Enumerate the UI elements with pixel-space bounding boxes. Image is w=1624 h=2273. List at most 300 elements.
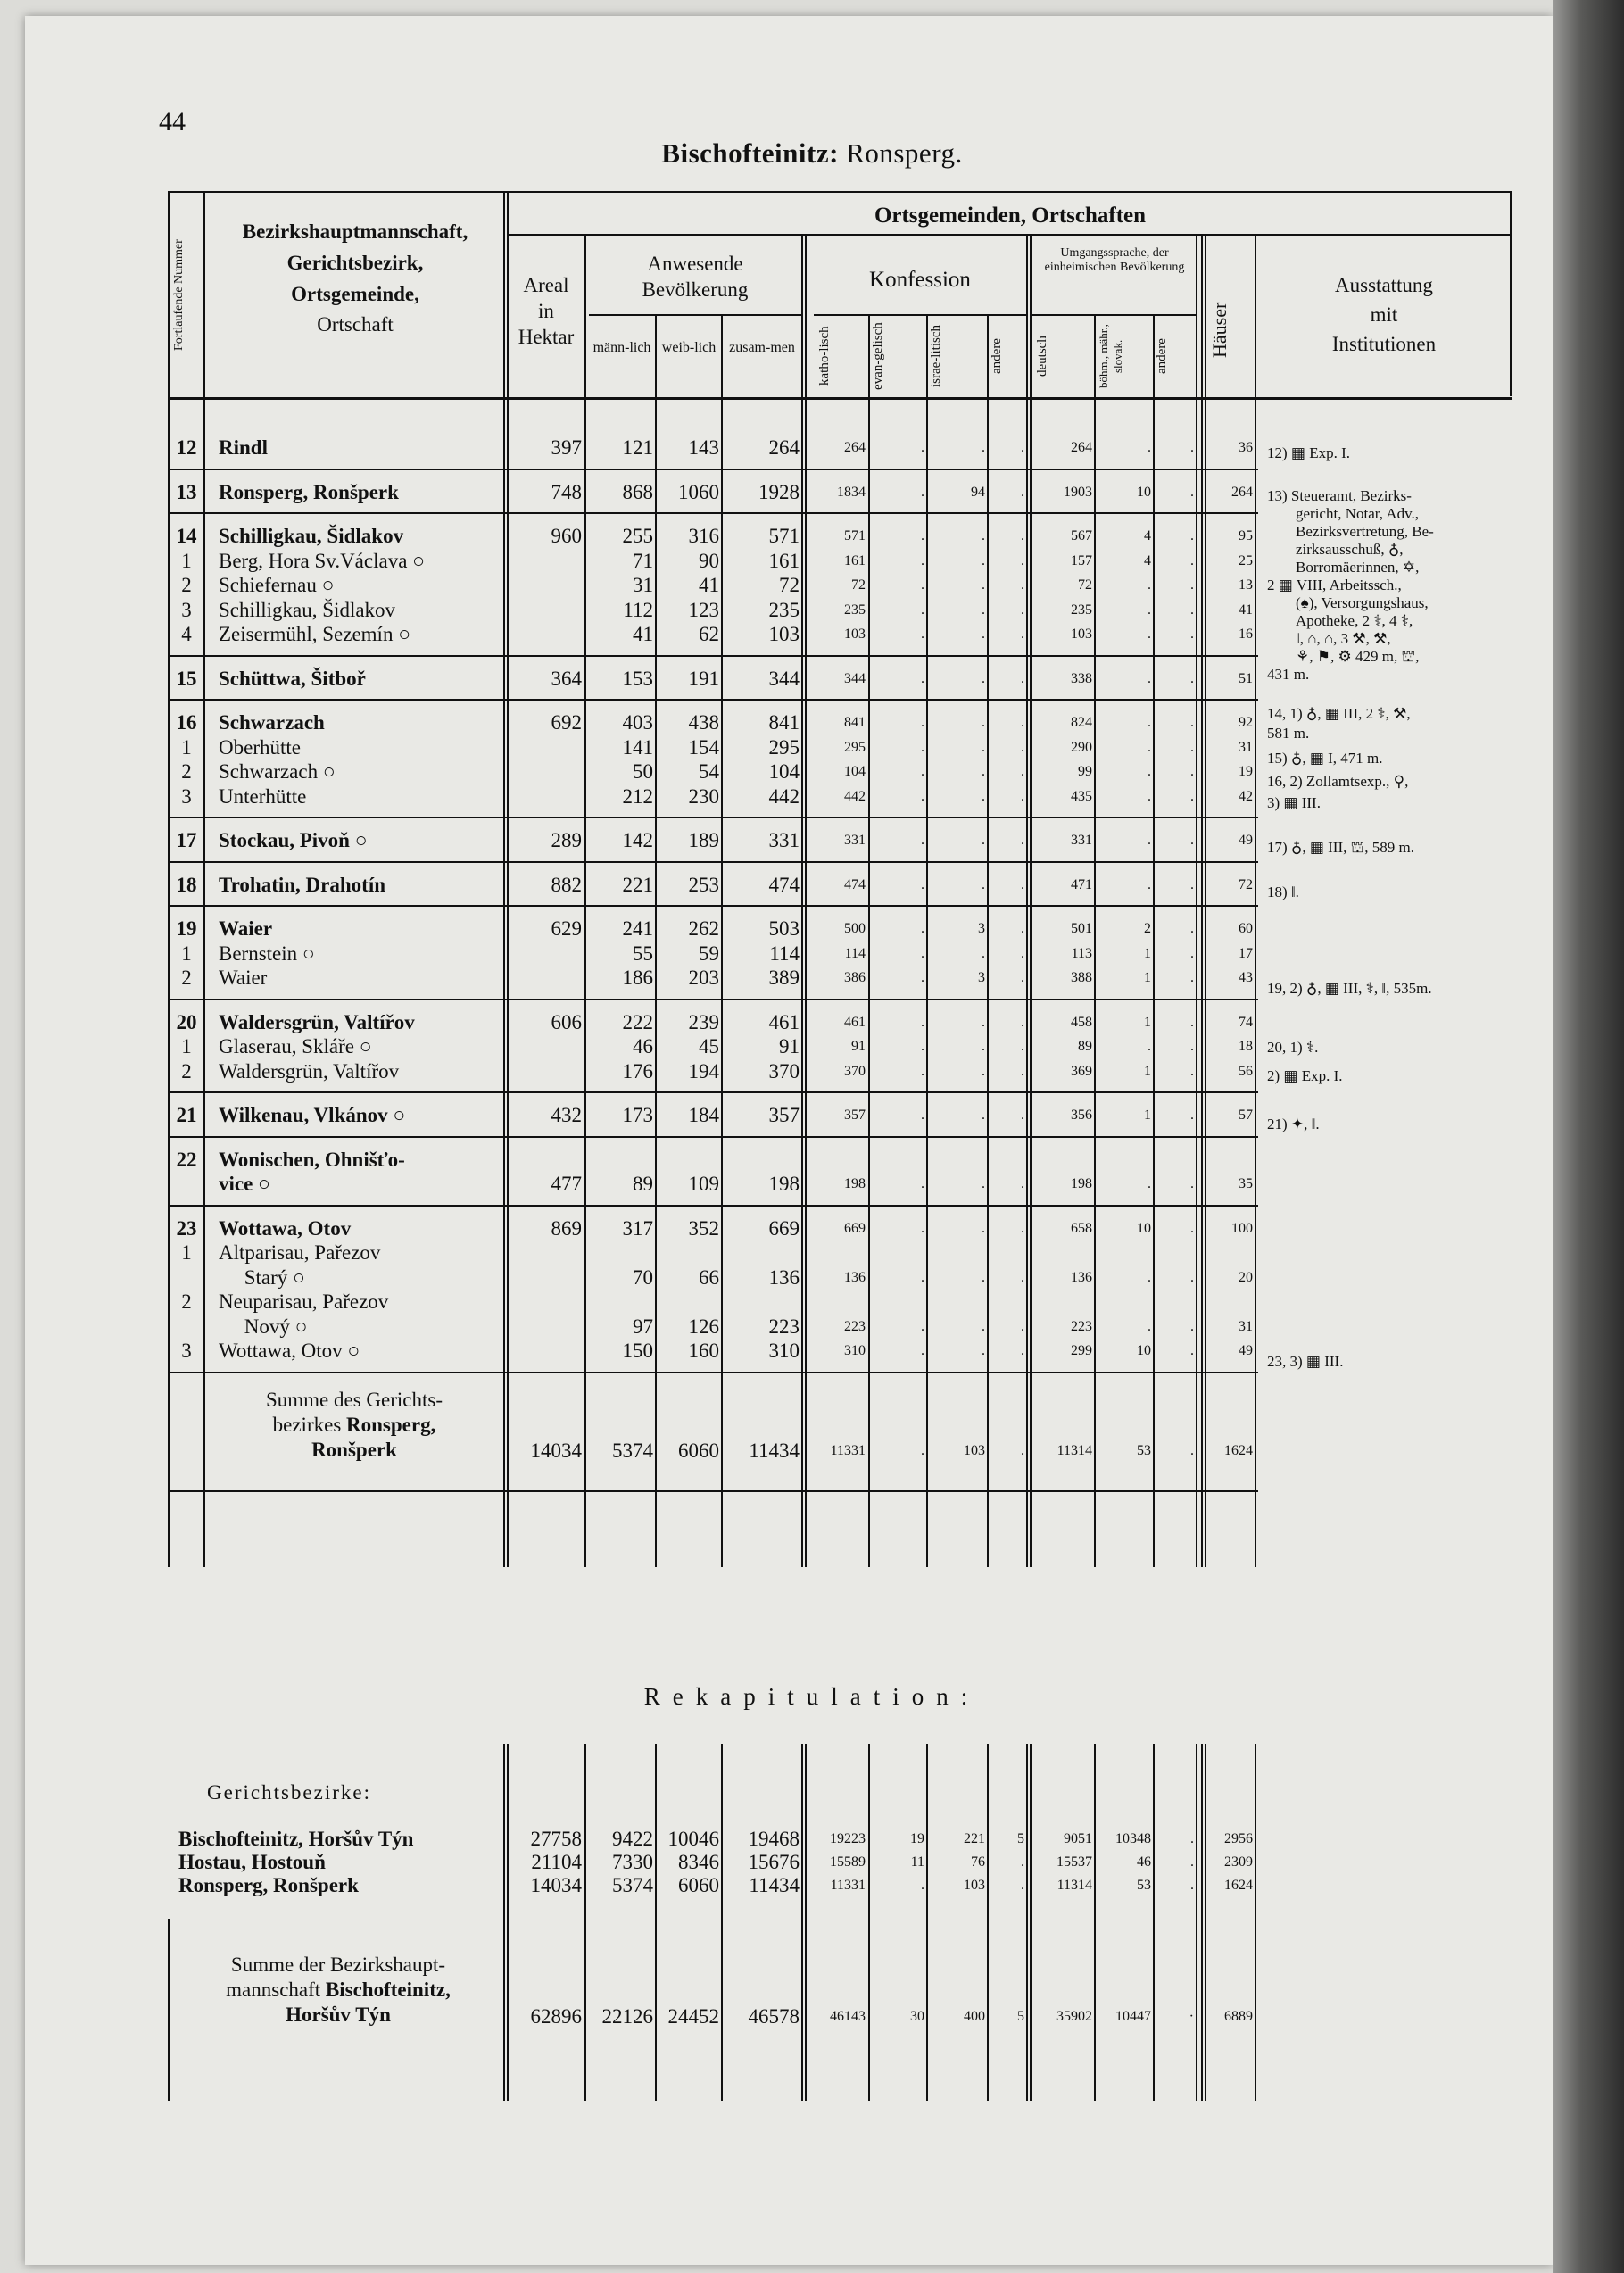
cell-m: 41 xyxy=(633,623,653,645)
cell-and xyxy=(990,1290,1024,1315)
institution-line: 431 m. xyxy=(1267,666,1310,683)
cell-ev: . xyxy=(921,626,924,642)
cell-ev: . xyxy=(921,946,924,961)
cell-areal: 882 xyxy=(551,874,582,896)
cell-deu: 356 xyxy=(1071,1107,1092,1123)
cell-and xyxy=(990,1240,1024,1265)
row-number: 2 xyxy=(181,1060,192,1083)
vline xyxy=(1153,1744,1155,2101)
table-row xyxy=(0,917,1624,942)
recap-areal: 27758 xyxy=(530,1828,582,1850)
cell-haeuser: 57 xyxy=(1239,1107,1253,1123)
cell-deu: 658 xyxy=(1071,1221,1092,1236)
cell-kath: 386 xyxy=(844,970,866,985)
group-rule xyxy=(168,1372,1258,1373)
summe-isr: 103 xyxy=(964,1443,985,1458)
cell-kath: 461 xyxy=(844,1015,866,1030)
row-number: 13 xyxy=(176,481,197,503)
cell-and2: . xyxy=(1190,1039,1194,1054)
cell-haeuser: 60 xyxy=(1239,921,1253,936)
cell-and2 xyxy=(1156,1290,1194,1315)
cell-and: . xyxy=(1021,485,1024,500)
summe-kath: 11331 xyxy=(830,1443,866,1458)
cell-ev: . xyxy=(921,970,924,985)
place-name: Altparisau, Pařezov xyxy=(219,1241,381,1264)
row-number: 20 xyxy=(176,1011,197,1033)
cell-kath: 571 xyxy=(844,528,866,543)
cell-and2: . xyxy=(1190,1221,1194,1236)
cell-m: 173 xyxy=(622,1104,653,1126)
recap-isr: 76 xyxy=(971,1854,985,1870)
cell-isr: . xyxy=(982,577,985,593)
cell-and: . xyxy=(1021,577,1024,593)
cell-z: 310 xyxy=(768,1340,800,1362)
header-evangelisch: evan-gelisch xyxy=(871,322,885,390)
cell-z: 442 xyxy=(768,785,800,808)
cell-w xyxy=(659,1290,719,1315)
institution-line: 17) ♁, ▦ III, ⛫, 589 m. xyxy=(1267,839,1414,856)
row-number: 1 xyxy=(181,550,192,572)
cell-z: 198 xyxy=(768,1173,800,1195)
vline xyxy=(801,1744,807,2101)
cell-and2: . xyxy=(1190,1270,1194,1285)
cell-deu: 331 xyxy=(1071,833,1092,848)
row-number: 23 xyxy=(176,1217,197,1240)
cell-kath: 370 xyxy=(844,1064,866,1079)
cell-m xyxy=(589,1148,653,1173)
row-number xyxy=(171,1172,202,1197)
place-name: Nový ○ xyxy=(219,1315,308,1338)
cell-haeuser: 41 xyxy=(1239,602,1253,618)
header-haeuser: Häuser xyxy=(1208,302,1230,359)
cell-isr: . xyxy=(982,833,985,848)
cell-kath: 474 xyxy=(844,877,866,892)
cell-haeuser: 92 xyxy=(1239,715,1253,730)
row-number: 1 xyxy=(181,736,192,759)
vline xyxy=(868,1744,870,2101)
summe-areal: 14034 xyxy=(530,1439,582,1462)
cell-isr: . xyxy=(982,626,985,642)
header-ausstattung-line: Ausstattung xyxy=(1335,274,1433,296)
cell-areal xyxy=(509,1265,582,1290)
cell-haeuser: 42 xyxy=(1239,789,1253,804)
place-name: Unterhütte xyxy=(219,785,307,808)
cell-haeuser: 43 xyxy=(1239,970,1253,985)
cell-and2: . xyxy=(1190,946,1194,961)
recap-summe-line xyxy=(177,1978,500,2003)
vline xyxy=(926,1744,928,2101)
cell-m xyxy=(589,1290,653,1315)
vline xyxy=(1094,1744,1096,2101)
cell-haeuser: 31 xyxy=(1239,1319,1253,1334)
summe-and2: . xyxy=(1190,1443,1194,1458)
recap-deu: 11314 xyxy=(1056,1878,1092,1893)
cell-ev: . xyxy=(921,1270,924,1285)
cell-and2: . xyxy=(1190,921,1194,936)
cell-ev: . xyxy=(921,1064,924,1079)
recap-name: Ronsperg, Ronšperk xyxy=(178,1874,359,1896)
cell-haeuser: 100 xyxy=(1231,1221,1253,1236)
cell-and2: . xyxy=(1190,970,1194,985)
row-number: 1 xyxy=(181,1241,192,1264)
cell-w: 54 xyxy=(699,760,719,783)
cell-haeuser: 51 xyxy=(1239,671,1253,686)
row-number: 1 xyxy=(181,942,192,965)
cell-isr: . xyxy=(982,528,985,543)
cell-z: 72 xyxy=(779,574,800,596)
cell-and: . xyxy=(1021,1343,1024,1358)
cell-boe: 1 xyxy=(1144,946,1151,961)
summe-m: 5374 xyxy=(612,1439,653,1462)
recap-summe-and2: · xyxy=(1189,2009,1194,2024)
header-ausstattung-line: Institutionen xyxy=(1331,332,1437,355)
cell-areal xyxy=(509,1148,582,1173)
recap-summe-text: mannschaft xyxy=(226,1979,326,2001)
header-boehm: böhm., mähr., slovak. xyxy=(1097,324,1124,388)
cell-areal: 477 xyxy=(551,1173,582,1195)
institution-line: 2 ▦ VIII, Arbeitssch., xyxy=(1267,577,1402,593)
institution-line: 581 m. xyxy=(1267,725,1310,742)
row-number: 22 xyxy=(176,1149,197,1171)
cell-and2: . xyxy=(1190,1107,1194,1123)
cell-ev: . xyxy=(921,921,924,936)
cell-areal xyxy=(509,1339,582,1364)
cell-boe: . xyxy=(1148,833,1151,848)
cell-z: 1928 xyxy=(758,481,800,503)
cell-isr: . xyxy=(982,715,985,730)
cell-m: 153 xyxy=(622,668,653,690)
recap-deu: 9051 xyxy=(1064,1831,1092,1846)
cell-and2: . xyxy=(1190,740,1194,755)
institution-line: 21) ✦, ‖. xyxy=(1267,1116,1320,1132)
cell-kath: 331 xyxy=(844,833,866,848)
group-rule xyxy=(168,1091,1258,1093)
row-number: 19 xyxy=(176,917,197,940)
vline xyxy=(1255,234,1256,1567)
cell-m: 150 xyxy=(622,1340,653,1362)
cell-w: 160 xyxy=(688,1340,719,1362)
cell-z: 136 xyxy=(768,1266,800,1289)
place-name: Waier xyxy=(219,966,268,989)
header-katholisch: katho-lisch xyxy=(817,326,832,386)
summe-label-text: bezirkes xyxy=(272,1414,347,1436)
cell-boe: . xyxy=(1148,1039,1151,1054)
cell-z: 389 xyxy=(768,966,800,989)
cell-deu: 471 xyxy=(1071,877,1092,892)
cell-boe: 1 xyxy=(1144,1107,1151,1123)
cell-kath: 223 xyxy=(844,1319,866,1334)
cell-m: 31 xyxy=(633,574,653,596)
place-name: vice ○ xyxy=(219,1173,270,1195)
cell-and2: . xyxy=(1190,440,1194,455)
cell-kath xyxy=(814,1148,866,1173)
cell-kath: 136 xyxy=(844,1270,866,1285)
cell-kath: 295 xyxy=(844,740,866,755)
cell-ev: . xyxy=(921,485,924,500)
cell-m: 222 xyxy=(622,1011,653,1033)
cell-m: 97 xyxy=(633,1315,653,1338)
cell-kath: 91 xyxy=(851,1039,866,1054)
cell-w: 41 xyxy=(699,574,719,596)
group-rule xyxy=(168,817,1258,818)
cell-m: 142 xyxy=(622,829,653,851)
cell-and2: . xyxy=(1190,602,1194,618)
place-name: Trohatin, Drahotín xyxy=(219,874,386,896)
cell-kath: 500 xyxy=(844,921,866,936)
cell-isr: . xyxy=(982,1221,985,1236)
cell-boe: 1 xyxy=(1144,970,1151,985)
cell-deu: 824 xyxy=(1071,715,1092,730)
cell-ev: . xyxy=(921,1343,924,1358)
cell-areal xyxy=(509,735,582,760)
header-ausstattung-line: mit xyxy=(1370,303,1398,326)
recap-and: . xyxy=(1021,1878,1024,1893)
cell-m: 121 xyxy=(622,436,653,459)
cell-and2 xyxy=(1156,1240,1194,1265)
cell-ev: . xyxy=(921,833,924,848)
group-rule xyxy=(168,699,1258,701)
cell-ev: . xyxy=(921,1107,924,1123)
header-bottom-rule xyxy=(168,397,1512,400)
recap-summe-ev: 30 xyxy=(910,2009,924,2024)
cell-m: 176 xyxy=(622,1060,653,1083)
cell-ev: . xyxy=(921,715,924,730)
place-name: Wilkenau, Vlkánov ○ xyxy=(219,1104,406,1126)
cell-m xyxy=(589,1240,653,1265)
cell-haeuser: 18 xyxy=(1239,1039,1253,1054)
group-rule xyxy=(168,861,1258,863)
cell-and: . xyxy=(1021,877,1024,892)
cell-areal xyxy=(509,1315,582,1340)
cell-haeuser: 264 xyxy=(1231,485,1253,500)
recap-m: 7330 xyxy=(612,1851,653,1873)
cell-haeuser: 19 xyxy=(1239,764,1253,779)
header-bezirk-line: Ortsgemeinde, xyxy=(291,282,419,305)
header-andere: andere xyxy=(990,338,1004,374)
group-rule xyxy=(168,512,1258,514)
cell-areal xyxy=(509,1290,582,1315)
cell-kath: 669 xyxy=(844,1221,866,1236)
header-fortlaufende: Fortlaufende Nummer xyxy=(172,239,186,352)
institution-line: 12) ▦ Exp. I. xyxy=(1267,444,1351,461)
cell-w: 126 xyxy=(688,1315,719,1338)
cell-deu: 99 xyxy=(1078,764,1092,779)
recap-m: 5374 xyxy=(612,1874,653,1896)
cell-deu: 338 xyxy=(1071,671,1092,686)
cell-ev: . xyxy=(921,528,924,543)
cell-isr: . xyxy=(982,740,985,755)
row-number: 2 xyxy=(181,760,192,783)
recap-isr: 221 xyxy=(964,1831,985,1846)
recap-row xyxy=(0,1827,1624,1852)
recap-summe-deu: 35902 xyxy=(1056,2009,1092,2024)
cell-w: 1060 xyxy=(678,481,719,503)
cell-kath: 104 xyxy=(844,764,866,779)
cell-ev: . xyxy=(921,789,924,804)
institution-line: gericht, Notar, Adv., xyxy=(1296,505,1419,522)
cell-boe: . xyxy=(1148,1319,1151,1334)
cell-haeuser xyxy=(1206,1148,1253,1173)
cell-deu: 369 xyxy=(1071,1064,1092,1079)
row-number: 3 xyxy=(181,1340,192,1362)
cell-ev: . xyxy=(921,1176,924,1191)
cell-m: 50 xyxy=(633,760,653,783)
cell-z: 669 xyxy=(768,1217,800,1240)
summe-label-line: Summe des Gerichts- xyxy=(265,1389,443,1411)
row-number: 4 xyxy=(181,623,192,645)
cell-and2: . xyxy=(1190,1319,1194,1334)
cell-z: 841 xyxy=(768,711,800,734)
cell-boe xyxy=(1098,1290,1151,1315)
cell-ev: . xyxy=(921,764,924,779)
group-rule xyxy=(168,655,1258,657)
header-zusammen: zusam-men xyxy=(729,340,795,355)
cell-w xyxy=(659,1148,719,1173)
cell-and: . xyxy=(1021,626,1024,642)
group-rule xyxy=(168,905,1258,907)
ortsgemeinden-rule xyxy=(509,234,1512,236)
cell-boe: . xyxy=(1148,602,1151,618)
cell-isr: . xyxy=(982,553,985,568)
cell-m: 71 xyxy=(633,550,653,572)
recap-w: 6060 xyxy=(678,1874,719,1896)
recap-kath: 19223 xyxy=(830,1831,866,1846)
place-name: Rindl xyxy=(219,436,268,459)
cell-deu: 89 xyxy=(1078,1039,1092,1054)
cell-ev: . xyxy=(921,671,924,686)
cell-deu: 136 xyxy=(1071,1270,1092,1285)
cell-z: 571 xyxy=(768,525,800,547)
cell-isr: . xyxy=(982,1343,985,1358)
row-number: 18 xyxy=(176,874,197,896)
institution-line: zirksausschuß, ♁, xyxy=(1296,541,1404,558)
cell-deu: 1903 xyxy=(1064,485,1092,500)
cell-z: 295 xyxy=(768,736,800,759)
vline xyxy=(655,1744,657,2101)
cell-m: 403 xyxy=(622,711,653,734)
cell-and: . xyxy=(1021,671,1024,686)
header-bezirk-line: Ortschaft xyxy=(317,313,394,336)
cell-deu: 290 xyxy=(1071,740,1092,755)
cell-boe: . xyxy=(1148,671,1151,686)
cell-and2: . xyxy=(1190,1015,1194,1030)
cell-areal xyxy=(509,759,582,784)
cell-isr xyxy=(930,1290,985,1315)
cell-and2: . xyxy=(1190,553,1194,568)
cell-z: 104 xyxy=(768,760,800,783)
vline xyxy=(584,234,586,1567)
cell-boe: 4 xyxy=(1144,553,1151,568)
recap-and: . xyxy=(1021,1854,1024,1870)
cell-isr: . xyxy=(982,1176,985,1191)
cell-z: 264 xyxy=(768,436,800,459)
header-umgangssprache: Umgangssprache, der einheimischen Bevölkerung xyxy=(1044,246,1185,275)
place-name: Starý ○ xyxy=(219,1266,305,1289)
cell-isr xyxy=(930,1148,985,1173)
vline xyxy=(1196,234,1197,1567)
recap-row xyxy=(0,1873,1624,1898)
cell-m: 221 xyxy=(622,874,653,896)
institution-line: ‖, ⌂, ⌂, 3 ⚒, ⚒, xyxy=(1296,630,1391,647)
cell-haeuser: 49 xyxy=(1239,1343,1253,1358)
table-top-rule xyxy=(168,191,1512,193)
sprache-rule xyxy=(1032,314,1197,316)
table-row xyxy=(0,873,1624,898)
cell-boe: . xyxy=(1148,764,1151,779)
header-anwesende-line: Anwesende xyxy=(647,253,743,275)
cell-m: 55 xyxy=(633,942,653,965)
place-name: Glaserau, Skláře ○ xyxy=(219,1035,372,1058)
title-district: Bischofteinitz: xyxy=(661,137,839,169)
cell-isr xyxy=(930,1240,985,1265)
cell-w: 90 xyxy=(699,550,719,572)
row-number: 3 xyxy=(181,599,192,621)
recap-boe: 46 xyxy=(1137,1854,1151,1870)
title-court: Ronsperg. xyxy=(838,137,963,169)
cell-kath: 1834 xyxy=(837,485,866,500)
summe-haeuser: 1624 xyxy=(1224,1443,1253,1458)
cell-and: . xyxy=(1021,553,1024,568)
institution-line: Bezirksvertretung, Be- xyxy=(1296,523,1434,540)
cell-w: 203 xyxy=(688,966,719,989)
cell-kath: 264 xyxy=(844,440,866,455)
cell-and2: . xyxy=(1190,764,1194,779)
cell-z: 461 xyxy=(768,1011,800,1033)
konfession-rule xyxy=(814,314,1028,316)
recap-title: Rekapitulation: xyxy=(643,1683,981,1710)
cell-haeuser: 13 xyxy=(1239,577,1253,593)
cell-ev: . xyxy=(921,440,924,455)
cell-and2: . xyxy=(1190,528,1194,543)
cell-and2: . xyxy=(1190,1343,1194,1358)
cell-deu: 264 xyxy=(1071,440,1092,455)
cell-haeuser: 95 xyxy=(1239,528,1253,543)
cell-boe: . xyxy=(1148,877,1151,892)
cell-areal: 748 xyxy=(551,481,582,503)
cell-isr: . xyxy=(982,789,985,804)
institution-line: 19, 2) ♁, ▦ III, ⚕, ‖, 535m. xyxy=(1267,980,1432,997)
header-anwesende-line: Bevölkerung xyxy=(642,278,749,301)
cell-haeuser: 20 xyxy=(1239,1270,1253,1285)
recap-areal: 21104 xyxy=(531,1851,582,1873)
cell-kath: 841 xyxy=(844,715,866,730)
recap-boe: 53 xyxy=(1137,1878,1151,1893)
cell-deu: 198 xyxy=(1071,1176,1092,1191)
cell-boe: 4 xyxy=(1144,528,1151,543)
cell-and: . xyxy=(1021,1221,1024,1236)
cell-areal: 606 xyxy=(551,1011,582,1033)
cell-isr: . xyxy=(982,602,985,618)
cell-deu: 103 xyxy=(1071,626,1092,642)
cell-w: 59 xyxy=(699,942,719,965)
institution-line: 14, 1) ♁, ▦ III, 2 ⚕, ⚒, xyxy=(1267,705,1411,722)
cell-kath: 310 xyxy=(844,1343,866,1358)
vline xyxy=(1026,1744,1032,2101)
cell-areal: 289 xyxy=(551,829,582,851)
place-name: Wottawa, Otov ○ xyxy=(219,1340,360,1362)
recap-kath: 11331 xyxy=(830,1878,866,1893)
cell-boe: 10 xyxy=(1137,1221,1151,1236)
vline xyxy=(987,1744,989,2101)
bevoelkerung-rule xyxy=(589,314,803,316)
header-ausstattung xyxy=(1258,273,1510,357)
cell-and2: . xyxy=(1190,833,1194,848)
cell-areal xyxy=(509,1059,582,1084)
row-number: 2 xyxy=(181,1290,192,1313)
cell-m: 241 xyxy=(622,917,653,940)
cell-haeuser xyxy=(1206,1240,1253,1265)
cell-areal xyxy=(509,573,582,598)
